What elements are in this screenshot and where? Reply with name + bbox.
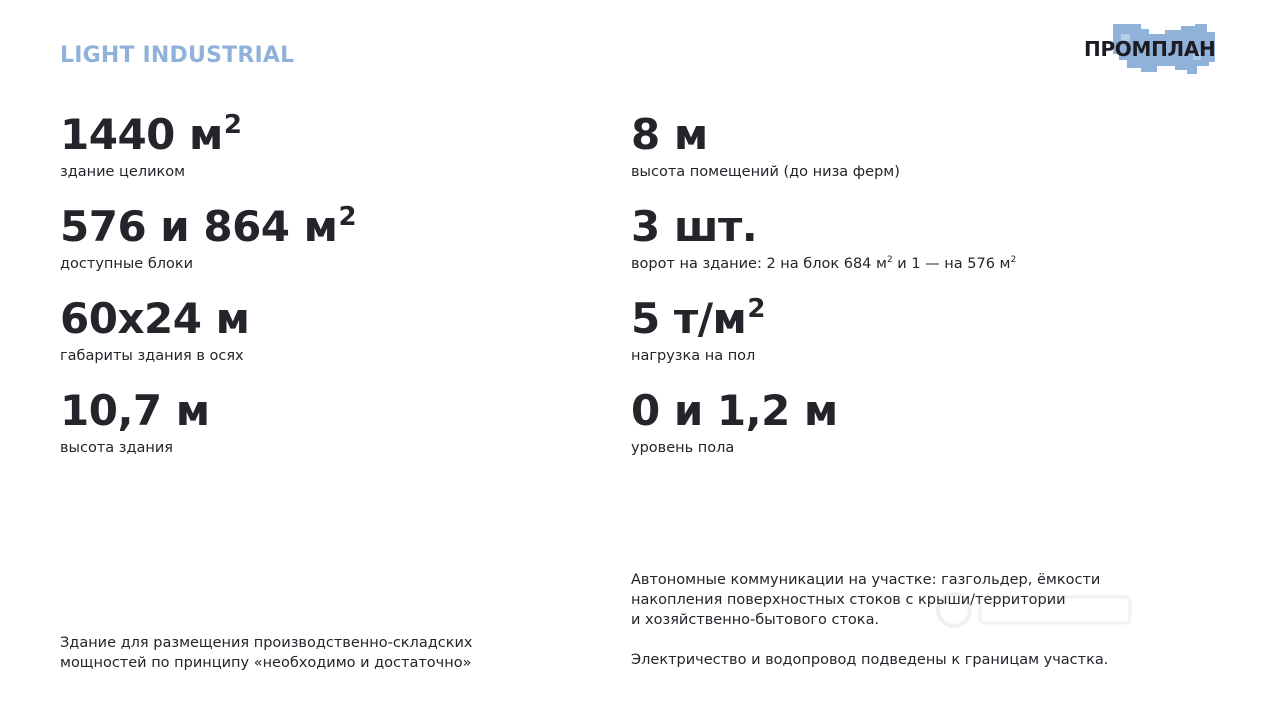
stat-building-dimensions	[60, 295, 249, 365]
stat-value: 0 и 1,2 м	[631, 386, 838, 435]
stat-value: 8 м	[631, 110, 708, 159]
stat-value: 576 и 864 $м^2$	[60, 202, 357, 251]
stat-room-height	[631, 111, 900, 181]
stat-caption: габариты здания в осях	[60, 348, 244, 364]
stat-total-area	[60, 111, 241, 181]
stat-caption: уровень пола	[631, 440, 735, 456]
stat-floor-level	[631, 387, 838, 457]
stat-caption: доступные блоки	[60, 256, 194, 272]
stat-caption: высота здания	[60, 440, 174, 456]
electricity-note: Электричество и водопровод подведены к границам участка.	[631, 652, 1109, 668]
stat-value: 3 шт.	[631, 202, 758, 251]
stat-building-height	[60, 387, 210, 457]
building-purpose-text: Здание для размещения производственно-складских мощностей по принципу «необходимо и достаточно»	[60, 635, 473, 671]
logo-wordmark: ПРОМПЛАН	[1084, 37, 1216, 61]
stat-value: 5 $т/м^2$	[631, 294, 765, 343]
stat-caption: ворот на здание: 2 на блок 684 $м^2$ и 1 — на 576 $м^2$	[631, 255, 1017, 272]
stat-caption: высота помещений (до низа ферм)	[631, 164, 900, 180]
stat-value: 10,7 м	[60, 386, 210, 435]
stat-value: 60х24 м	[60, 294, 250, 343]
stat-available-blocks	[60, 203, 356, 273]
stat-caption: нагрузка на пол	[631, 348, 756, 364]
page-title: LIGHT INDUSTRIAL	[60, 43, 295, 68]
utilities-text: Автономные коммуникации на участке: газгольдер, ёмкости накопления поверхностных стоков с крыши/территории и хозяйственно-бытового стока.	[631, 572, 1101, 628]
watermark-logo	[930, 585, 1140, 635]
brand-logo	[1083, 22, 1223, 80]
stat-gates	[631, 203, 1016, 273]
stat-floor-load	[631, 295, 765, 365]
stat-value: 1440 $м^2$	[60, 110, 242, 159]
stat-caption: здание целиком	[60, 164, 186, 180]
